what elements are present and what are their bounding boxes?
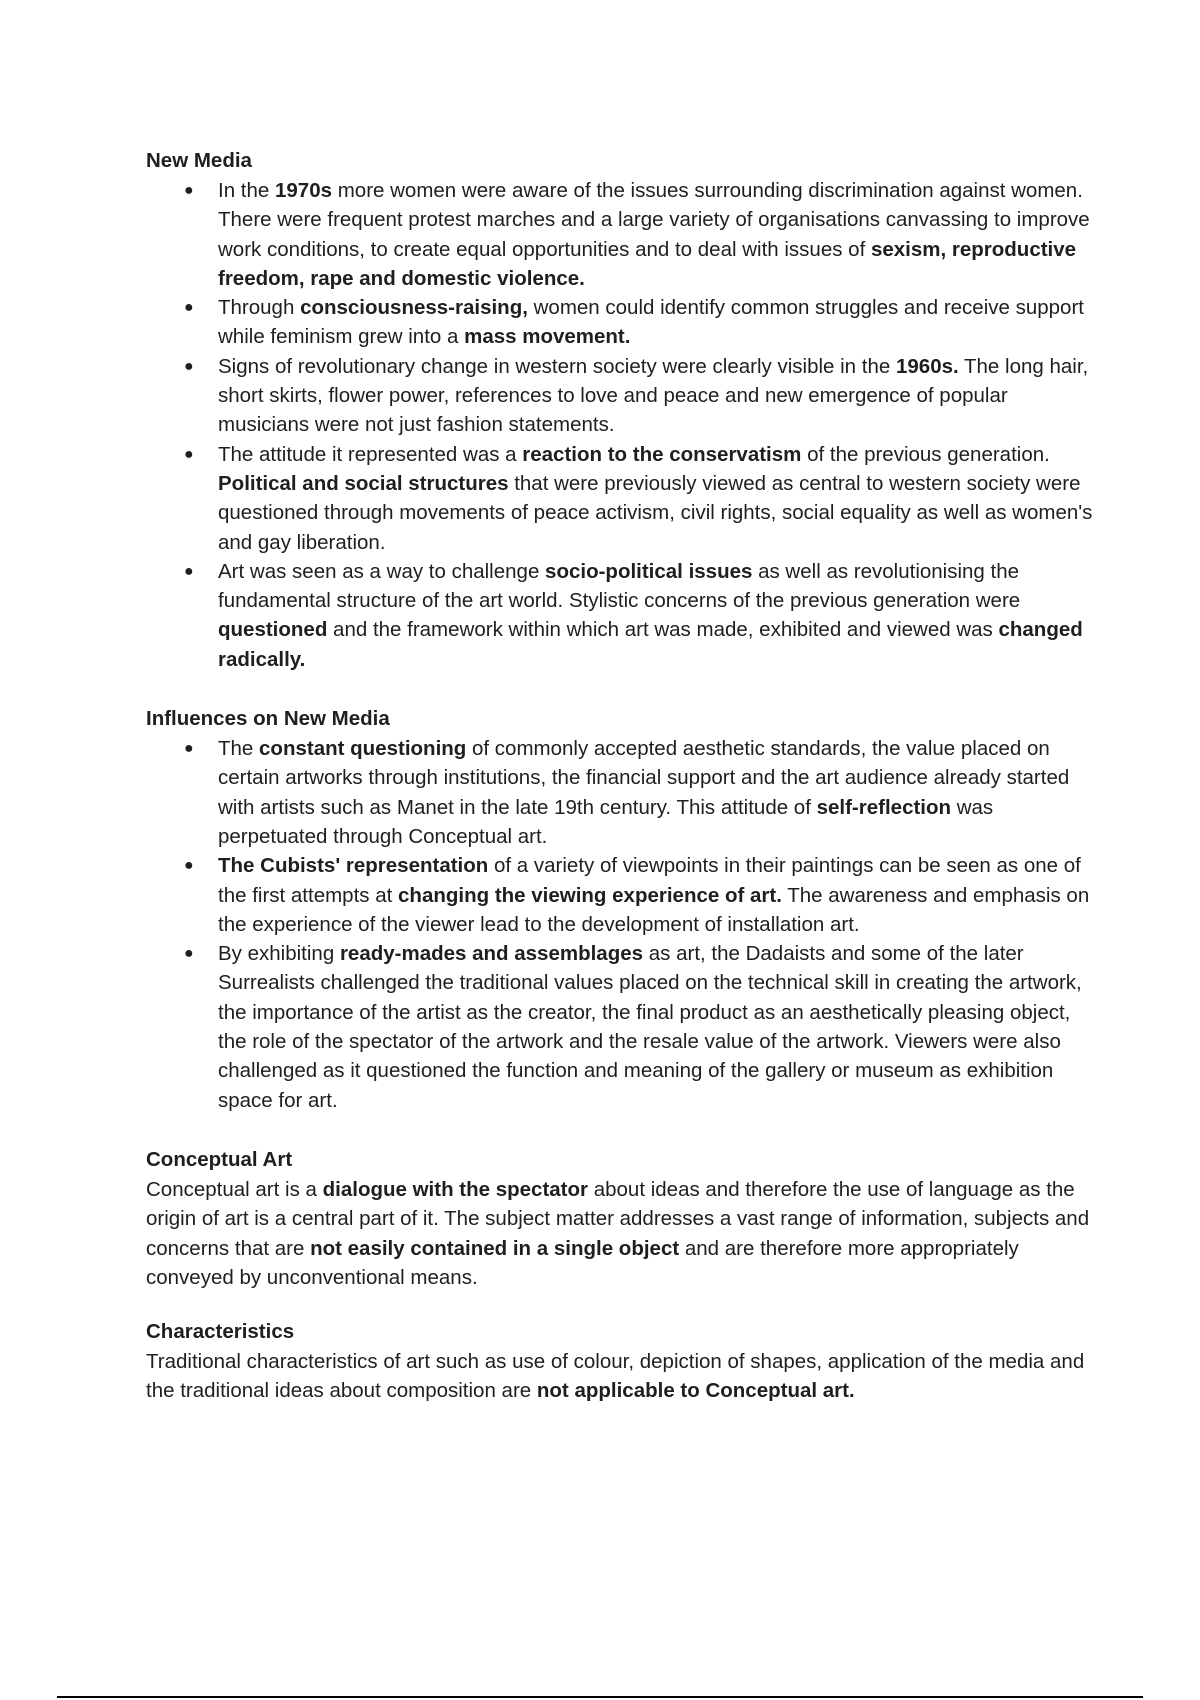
text-run: as art, the Dadaists and some of the later Surrealists challenged the traditional values placed on the technical skill in creating the artwork, the importance of the artist as the creator, the final product as an aesthetically pleasing object, the role of the spectator of the artwork and the resale value of the artwork. Viewers were also challenged as it questioned the function and meaning of the gallery or museum as exhibition space for art. [218,942,1082,1112]
text-run: that were previously viewed as central to western society were questioned through movements of peace activism, civil rights, social equality as well as women's and gay liberation. [218,471,1093,554]
bold-text-run: ready-mades and assemblages [339,942,644,966]
list-item [146,176,1096,293]
bold-text-run: changed radically. [218,618,1083,671]
bullet-icon: ● [184,857,194,875]
text-run: and are therefore more appropriately conveyed by unconventional means. [146,1236,1019,1289]
text-run: In the [218,179,275,202]
paragraph-conceptual-art [146,1175,1096,1292]
bold-text-run: reaction to the conservatism [522,442,802,466]
bullet-icon: ● [184,299,194,317]
text-run: and the framework within which art was made, exhibited and viewed was [327,618,999,642]
bold-text-run: constant questioning [259,737,467,761]
text-run: as well as revolutionising the fundamental structure of the art world. Stylistic concerns of the previous generation were [218,559,1021,613]
text-run: Conceptual art is a [146,1177,323,1201]
document-page [146,146,1096,1406]
text-run: By exhibiting [218,942,340,966]
list-item [146,851,1096,939]
bullet-icon: ● [184,182,194,199]
text-run: was perpetuated through Conceptual art. [218,795,994,848]
bold-text-run: Political and social structures [218,471,509,495]
text-run: The long hair, short skirts, flower power, references to love and peace and new emergence of popular musicians were not just fashion statements. [218,354,1089,437]
text-run: more women were aware of the issues surrounding discrimination against women. There were frequent protest marches and a large variety of organisations canvassing to improve work conditions, to create equal opportunities and to deal with issues of [218,179,1090,261]
heading-characteristics: Characteristics [146,1320,295,1344]
bullet-list-influences [146,734,1096,1115]
bullet-icon: ● [184,562,194,580]
bold-text-run: not applicable to Conceptual art. [536,1379,855,1403]
bold-text-run: changing the viewing experience of art. [398,883,782,907]
list-item [146,734,1096,851]
heading-influences-on-new-media: Influences on New Media [146,707,390,731]
bullet-icon: ● [184,945,194,963]
bold-text-run: mass movement. [464,325,631,349]
bullet-icon: ● [184,357,194,375]
paragraph-characteristics [146,1347,1096,1406]
text-run: about ideas and therefore the use of language as the origin of art is a central part of it. The subject matter addresses a vast range of information, subjects and concerns that are [146,1177,1090,1260]
bold-text-run: self-reflection [816,795,952,819]
text-run: The awareness and emphasis on the experience of the viewer lead to the development of installation art. [218,883,1090,936]
bold-text-run: socio-political issues [545,559,753,583]
list-item [146,352,1096,440]
text-run: Through [218,296,301,320]
text-run: women could identify common struggles and receive support while feminism grew into a [218,296,1084,349]
heading-new-media: New Media [146,149,252,172]
bold-text-run: consciousness-raising, [300,296,528,320]
list-item [146,440,1096,557]
text-run: of a variety of viewpoints in their paintings can be seen as one of the first attempts at [218,854,1081,907]
list-item [146,293,1096,352]
text-run: Signs of revolutionary change in western society were clearly visible in the [218,354,896,378]
text-run: The attitude it represented was a [218,442,523,466]
text-run: The [218,737,260,761]
heading-conceptual-art: Conceptual Art [146,1147,293,1171]
bold-text-run: questioned [218,618,328,642]
list-item [146,557,1096,674]
bold-text-run: The Cubists' representation [218,854,489,878]
bullet-icon: ● [184,445,194,463]
bold-text-run: 1960s. [895,354,959,378]
bold-text-run: dialogue with the spectator [322,1177,589,1201]
bullet-list-new-media [146,176,1096,674]
bullet-icon: ● [184,740,194,758]
bold-text-run: not easily contained in a single object [310,1236,680,1260]
bold-text-run: 1970s [275,179,333,202]
text-run: Traditional characteristics of art such as use of colour, depiction of shapes, application of the media and the traditional ideas about composition are [146,1350,1085,1403]
list-item [146,939,1096,1115]
text-run: Art was seen as a way to challenge [218,559,546,583]
text-run: of the previous generation. [801,442,1050,466]
page-bottom-rule [57,1696,1143,1698]
text-run: of commonly accepted aesthetic standards, the value placed on certain artworks through institutions, the financial support and the art audience already started with artists such as Manet in the late 19th century. This attitude of [218,737,1070,819]
bold-text-run: sexism, reproductive freedom, rape and domestic violence. [218,237,1077,290]
